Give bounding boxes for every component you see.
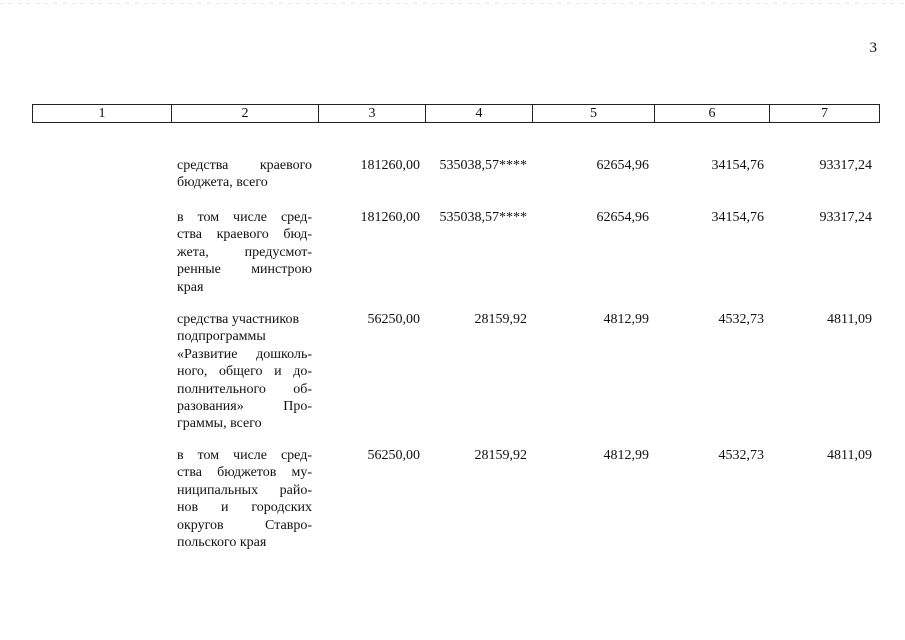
description-line: в том числе сред- (177, 210, 312, 225)
value-col-7: 4811,09 (827, 312, 872, 327)
description-line: края (177, 279, 204, 295)
description-line: средства краевого (177, 158, 312, 173)
scan-artifact (0, 3, 905, 4)
header-cell-3: 3 (319, 105, 426, 123)
description-line: бюджета, всего (177, 175, 268, 191)
value-col-6: 4532,73 (718, 312, 764, 327)
header-cell-5: 5 (533, 105, 655, 123)
header-cell-1: 1 (33, 105, 172, 123)
value-col-3: 181260,00 (360, 210, 420, 225)
description-line: разования» Про- (177, 399, 312, 415)
row-description (177, 447, 312, 551)
header-cell-6: 6 (655, 105, 770, 123)
header-cell-4: 4 (426, 105, 533, 123)
header-cell-7: 7 (770, 105, 880, 123)
description-line: подпрограммы (177, 329, 266, 345)
description-line: в том числе сред- (177, 448, 312, 463)
value-col-4: 28159,92 (474, 448, 527, 463)
value-col-7: 93317,24 (819, 158, 872, 173)
description-line: ства бюджетов му- (177, 465, 312, 481)
description-line: ства краевого бюд- (177, 227, 312, 243)
description-line: нов и городских (177, 500, 312, 516)
header-cell-2: 2 (172, 105, 319, 123)
row-description (177, 311, 312, 433)
row-description (177, 209, 312, 296)
value-col-5: 62654,96 (596, 158, 649, 173)
description-line: ренные минстрою (177, 262, 312, 278)
value-col-6: 34154,76 (711, 210, 764, 225)
value-col-5: 4812,99 (603, 312, 649, 327)
description-line: жета, предусмот- (177, 244, 312, 260)
description-line: полнительного об- (177, 381, 312, 397)
value-col-3: 181260,00 (360, 158, 420, 173)
description-line: ниципальных райо- (177, 482, 312, 498)
description-line: польского края (177, 535, 267, 551)
column-number-header (32, 104, 880, 123)
value-col-5: 62654,96 (596, 210, 649, 225)
header-row (33, 105, 880, 123)
value-col-4: 28159,92 (474, 312, 527, 327)
value-col-7: 4811,09 (827, 448, 872, 463)
value-col-6: 34154,76 (711, 158, 764, 173)
value-col-4: 535038,57**** (439, 210, 527, 225)
description-line: граммы, всего (177, 416, 262, 432)
page-number: 3 (869, 40, 877, 56)
value-col-3: 56250,00 (367, 448, 420, 463)
value-col-4: 535038,57**** (439, 158, 527, 173)
value-col-6: 4532,73 (718, 448, 764, 463)
description-line: «Развитие дошколь- (177, 346, 312, 362)
description-line: ного, общего и до- (177, 364, 312, 380)
row-description (177, 157, 312, 192)
description-line: округов Ставро- (177, 517, 312, 533)
value-col-5: 4812,99 (603, 448, 649, 463)
value-col-3: 56250,00 (367, 312, 420, 327)
value-col-7: 93317,24 (819, 210, 872, 225)
description-line: средства участников (177, 312, 300, 327)
